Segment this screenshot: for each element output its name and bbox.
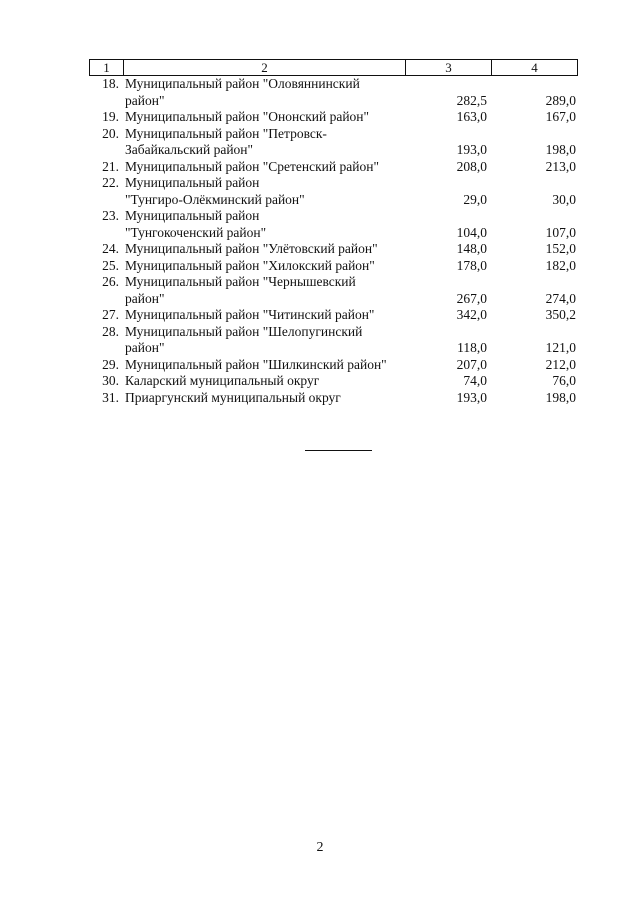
- municipality-name-line: Муниципальный район: [125, 208, 260, 223]
- value-col3: 342,0: [456, 307, 487, 322]
- value-col4: 198,0: [545, 389, 576, 405]
- table-row: [89, 208, 578, 241]
- table-row: [89, 307, 578, 324]
- table-row: [89, 175, 578, 208]
- header-cell-col2: 2: [124, 60, 406, 75]
- row-number: 25.: [102, 257, 119, 273]
- value-col3: 207,0: [456, 356, 487, 372]
- value-col4: 213,0: [545, 158, 576, 174]
- value-col4: 76,0: [552, 373, 576, 388]
- value-col3: 193,0: [456, 142, 487, 157]
- value-col4: 30,0: [552, 191, 576, 207]
- municipality-name-line: Муниципальный район "Хилокский район": [125, 257, 375, 273]
- end-divider-line: [305, 450, 372, 451]
- municipality-name-line: Забайкальский район": [125, 142, 254, 157]
- value-col4: 152,0: [545, 241, 576, 256]
- table-body: [89, 76, 578, 406]
- value-col4: 212,0: [545, 356, 576, 372]
- municipality-name: [123, 159, 405, 176]
- row-number: 29.: [102, 356, 119, 372]
- table-row: [89, 159, 578, 176]
- value-col3: 148,0: [456, 241, 487, 256]
- value-col3: 104,0: [456, 224, 487, 240]
- row-number: 19.: [102, 109, 119, 124]
- municipality-name-line: "Тунгиро-Олёкминский район": [125, 191, 305, 207]
- table-row: [89, 241, 578, 258]
- municipality-name: [123, 258, 405, 275]
- value-col3: 74,0: [463, 373, 487, 388]
- value-col4: 198,0: [545, 142, 576, 157]
- value-col4: 274,0: [545, 290, 576, 306]
- table-row: [89, 76, 578, 109]
- municipality-name: [123, 373, 405, 390]
- municipality-name: [123, 126, 405, 159]
- row-number: 31.: [102, 389, 119, 405]
- row-number: 30.: [102, 373, 119, 388]
- municipality-name-line: Муниципальный район: [125, 175, 260, 190]
- municipality-name: [123, 357, 405, 374]
- municipality-name-line: Муниципальный район "Сретенский район": [125, 158, 379, 174]
- municipality-name-line: Муниципальный район "Шилкинский район": [125, 356, 387, 372]
- row-number: 24.: [102, 241, 119, 256]
- table-row: [89, 109, 578, 126]
- table-row: [89, 274, 578, 307]
- table-row: [89, 324, 578, 357]
- municipality-name-line: Муниципальный район "Чернышевский: [125, 274, 356, 289]
- header-cell-col3: 3: [406, 60, 492, 75]
- value-col4: 167,0: [545, 109, 576, 124]
- municipality-name-line: район": [125, 340, 165, 355]
- municipality-name: [123, 109, 405, 126]
- value-col3: 29,0: [463, 191, 487, 207]
- municipality-name-line: Приаргунский муниципальный округ: [125, 389, 341, 405]
- header-cell-col1: 1: [90, 60, 124, 75]
- table-header-row: [89, 59, 578, 76]
- municipality-name: [123, 76, 405, 109]
- municipality-name: [123, 274, 405, 307]
- value-col4: 182,0: [545, 257, 576, 273]
- municipality-name: [123, 390, 405, 407]
- municipality-name: [123, 241, 405, 258]
- municipality-name-line: Муниципальный район "Улётовский район": [125, 241, 378, 256]
- table-row: [89, 373, 578, 390]
- page-number: 2: [316, 840, 324, 855]
- table-row: [89, 258, 578, 275]
- municipality-name-line: Муниципальный район "Оловяннинский: [125, 76, 360, 91]
- row-number: 23.: [102, 208, 119, 223]
- table-row: [89, 390, 578, 407]
- municipality-name-line: район": [125, 290, 165, 306]
- row-number: 27.: [102, 307, 119, 322]
- value-col3: 193,0: [456, 389, 487, 405]
- municipality-name-line: Муниципальный район "Шелопугинский: [125, 323, 363, 339]
- municipality-name-line: район": [125, 92, 165, 108]
- municipality-name-line: "Тунгокоченский район": [125, 224, 267, 240]
- value-col3: 178,0: [456, 257, 487, 273]
- table-row: [89, 357, 578, 374]
- value-col3: 208,0: [456, 158, 487, 174]
- table-row: [89, 126, 578, 159]
- value-col3: 118,0: [457, 340, 487, 355]
- value-col4: 107,0: [545, 224, 576, 240]
- municipality-name: [123, 307, 405, 324]
- row-number: 18.: [102, 76, 119, 91]
- municipality-name: [123, 324, 405, 357]
- header-cell-col4: 4: [531, 60, 538, 75]
- municipality-name-line: Муниципальный район "Ононский район": [125, 109, 370, 124]
- municipality-name: [123, 208, 405, 241]
- municipality-name-line: Муниципальный район "Читинский район": [125, 307, 375, 322]
- value-col3: 163,0: [456, 109, 487, 124]
- municipality-name-line: Муниципальный район "Петровск-: [125, 125, 327, 141]
- row-number: 28.: [102, 323, 119, 339]
- value-col4: 350,2: [545, 307, 576, 322]
- row-number: 20.: [102, 125, 119, 141]
- row-number: 21.: [102, 158, 119, 174]
- value-col4: 289,0: [545, 92, 576, 108]
- value-col3: 282,5: [456, 92, 487, 108]
- row-number: 26.: [102, 274, 119, 289]
- row-number: 22.: [102, 175, 119, 190]
- municipality-name-line: Каларский муниципальный округ: [125, 373, 320, 388]
- value-col4: 121,0: [545, 340, 576, 355]
- municipality-name: [123, 175, 405, 208]
- value-col3: 267,0: [456, 290, 487, 306]
